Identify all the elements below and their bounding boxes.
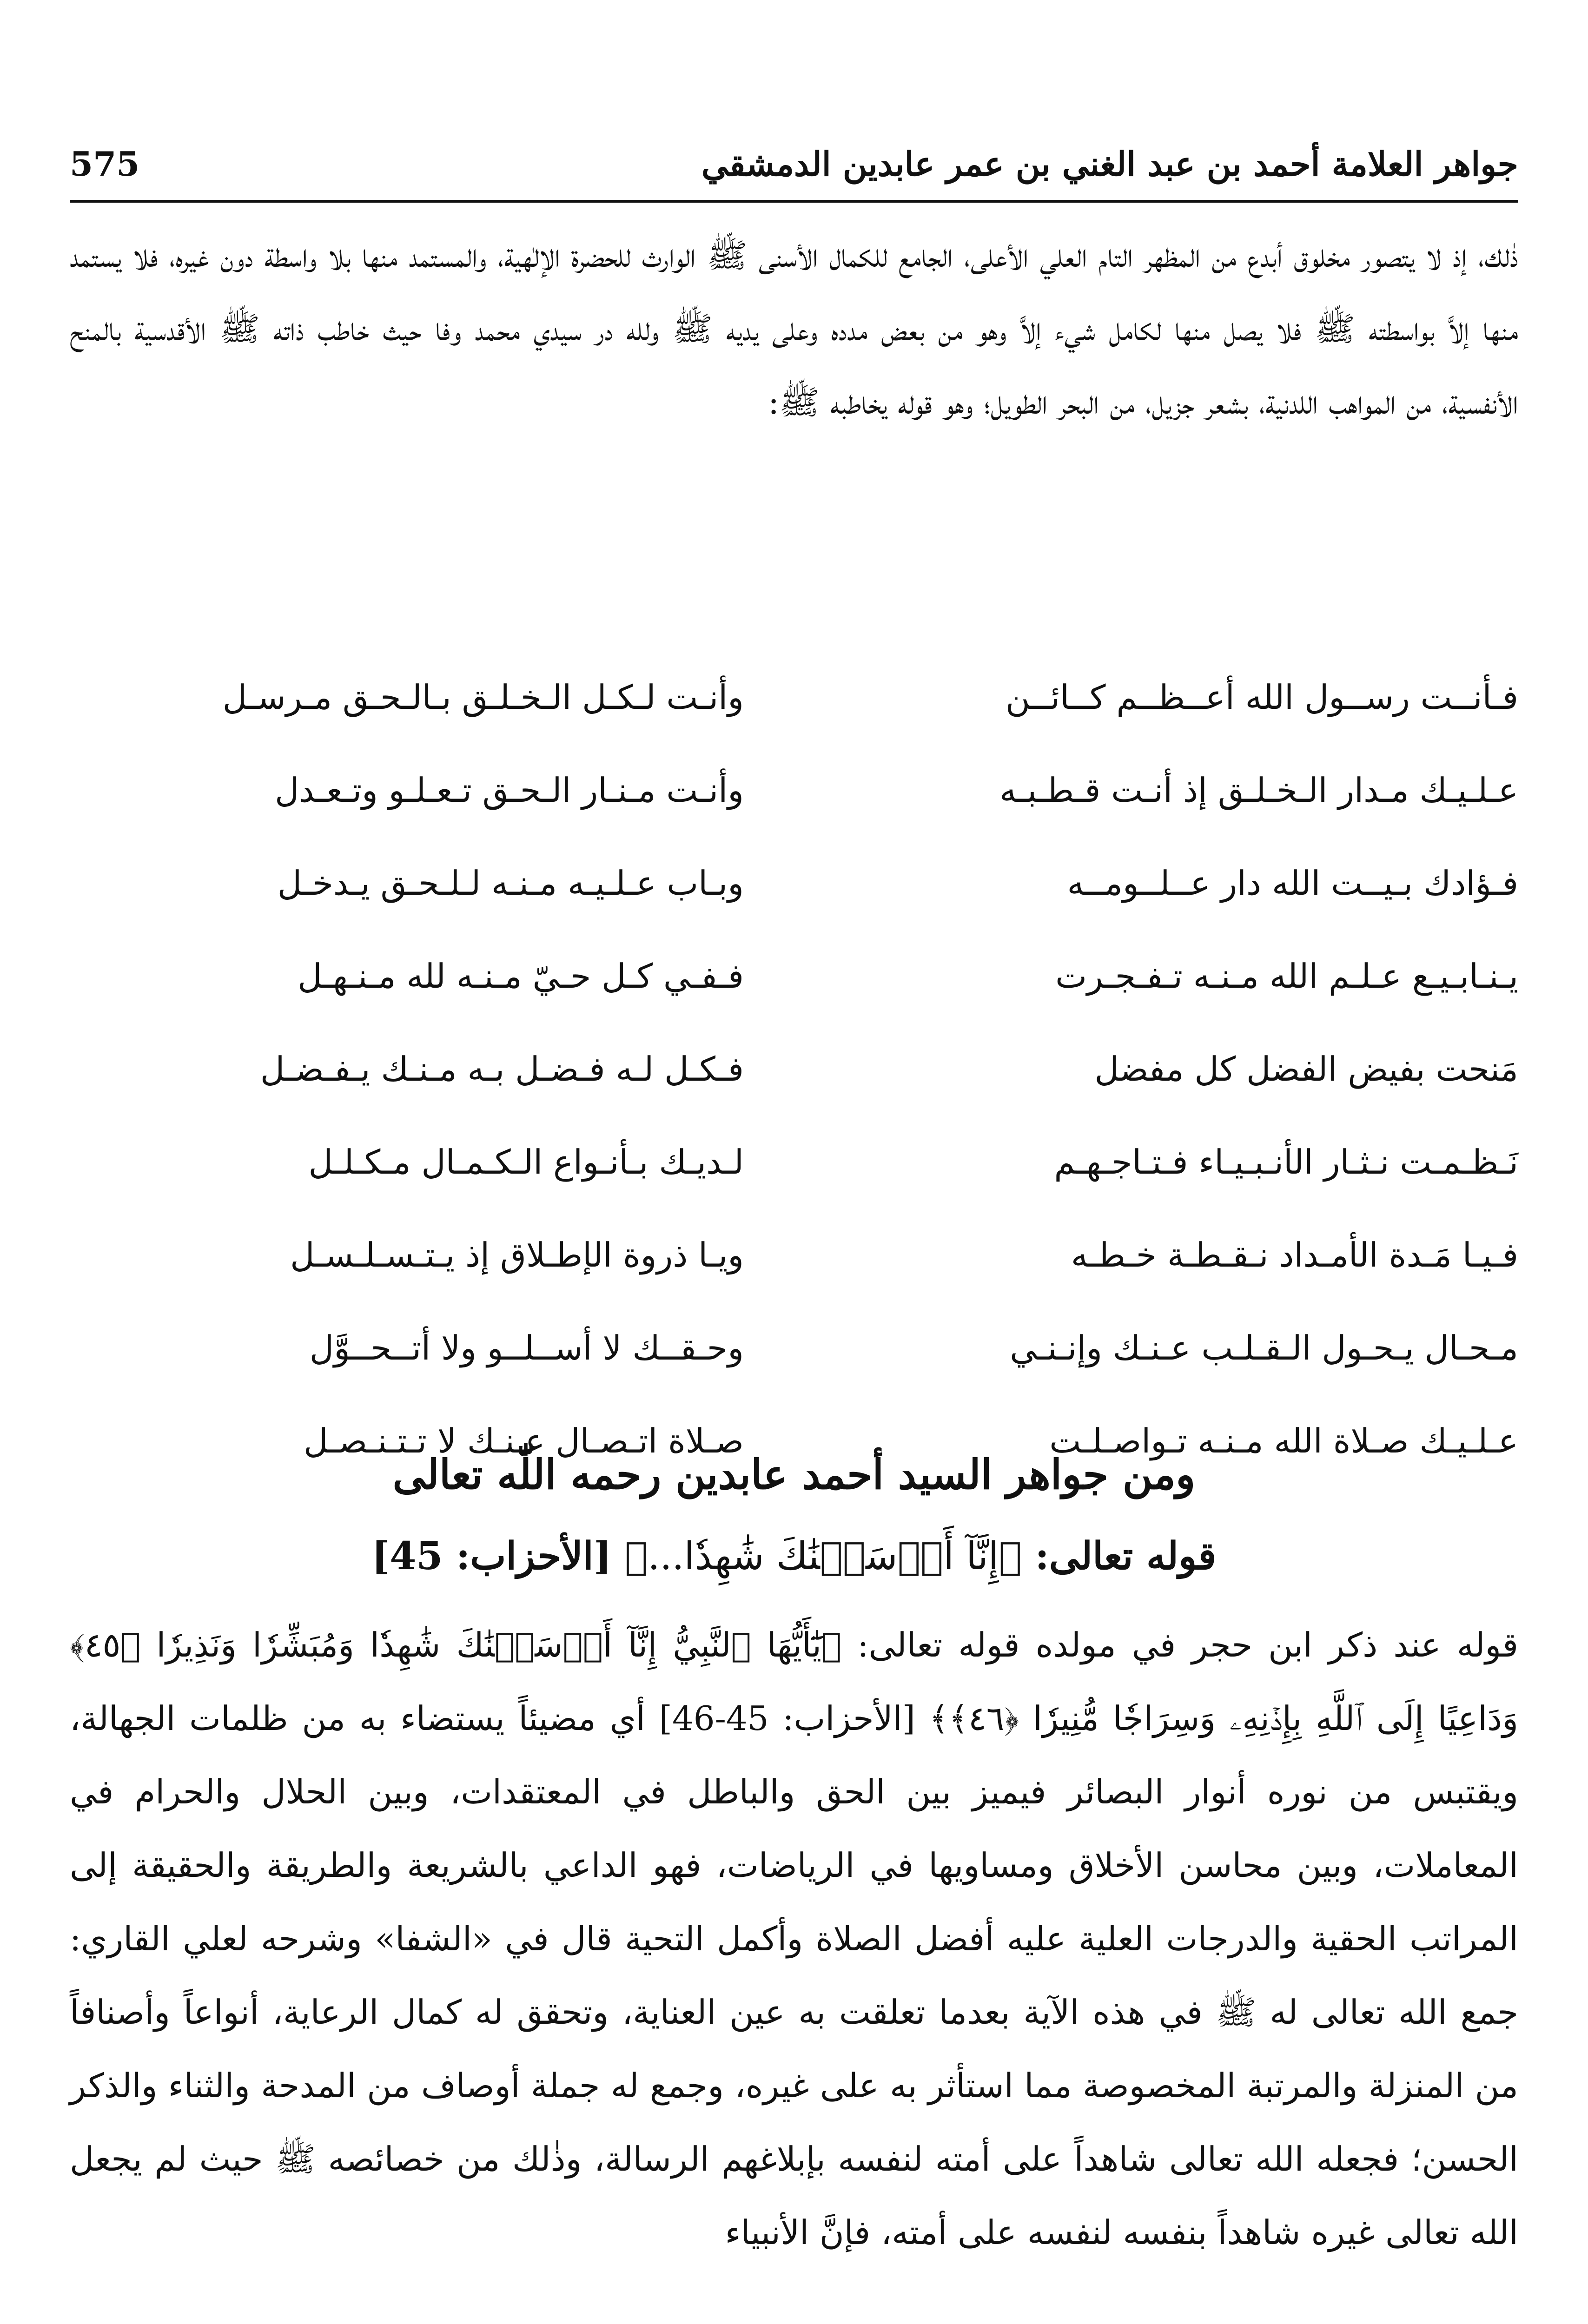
poem-hemistich-first: نَـظـمـت نـثـار الأنـبـيـاء فـتـاجـهـم [1054,1142,1518,1182]
poem-hemistich-second: وبـاب عـلـيـه مـنـه لـلـحـق يـدخـل [277,864,744,903]
poem-verse-row [70,1208,1518,1301]
poem-verse-row [70,744,1518,837]
poem-hemistich-second: وحـقــك لا أســلــو ولا أتــحــوَّل [309,1328,744,1367]
poem-verse-row [70,651,1518,744]
poem-hemistich-second: صـلاة اتـصـال عـنـك لا تـتـنـصـل [304,1421,744,1460]
poem-hemistich-first: يـنـابـيـع عـلـم الله مـنـه تـفـجـرت [1055,957,1518,996]
poem-verse-row [70,930,1518,1023]
poem-verse-row [70,1023,1518,1116]
poem-hemistich-second: لـديـك بـأنـواع الـكـمـال مـكـلـل [308,1142,744,1182]
poem-verse-row [70,837,1518,930]
verse-heading-reference: [الأحزاب: 45] [371,1534,612,1578]
poem-hemistich-first: عـلـيـك صـلاة الله مـنـه تـواصـلـت [1049,1421,1518,1460]
verse-heading-quote: ﴿إِنَّآ أَرۡسَلۡنَٰكَ شَٰهِدٗا...﴾ [625,1534,1022,1578]
running-title: جواهر العلامة أحمد بن عبد الغني بن عمر عابدين الدمشقي [701,144,1518,184]
section-title: ومن جواهر السيد أحمد عابدين رحمه اللّٰه تعالى [392,1450,1196,1499]
verse-heading-prefix: قوله تعالى: [1035,1534,1217,1578]
page-header [70,139,1518,195]
poem-hemistich-second: فـكـل لـه فـضـل بـه مـنـك يـفـضـل [260,1050,744,1089]
body-paragraph-2: قوله عند ذكر ابن حجر في مولده قوله تعالى: ﴿يَٰٓأَيُّهَا ٱلنَّبِيُّ إِنَّآ أَرۡسَلۡنَٰكَ شَٰهِدٗا وَمُبَشِّرٗا وَنَذِيرٗا ﴿٤٥﴾ وَدَاعِيًا إِلَى ٱللَّهِ بِإِذۡنِهِۦ وَسِرَاجٗا مُّنِيرٗا ﴿٤٦﴾﴾ [الأحزاب: 45-46] أي مضيئاً يستضاء به من ظلمات الجهالة، ويقتبس من نوره أنوار البصائر فيميز بين الحق والباطل في المعتقدات، وبين الحلال والحرام في المعاملات، وبين محاسن الأخلاق ومساويها في الرياضات، فهو الداعي بالشريعة والطريقة والحقيقة إلى المراتب الحقية والدرجات العلية عليه أفضل الصلاة وأكمل التحية قال في «الشفا» وشرحه لعلي القاري: جمع الله تعالى له ﷺ في هذه الآية بعدما تعلقت به عين العناية، وتحقق له كمال الرعاية، أنواعاً وأصنافاً من المنزلة والمرتبة المخصوصة مما استأثر به على غيره، وجمع له جملة أوصاف من المدحة والثناء والذكر الحسن؛ فجعله الله تعالى شاهداً على أمته لنفسه بإبلاغهم الرسالة، وذٰلك من خصائصه ﷺ حيث لم يجعل الله تعالى غيره شاهداً بنفسه لنفسه على أمته، فإنَّ الأنبياء [70,1625,1518,2252]
body-paragraph-1: ذٰلك، إذ لا يتصور مخلوق أبدع من المظهر التام العلي الأعلى، الجامع للكمال الأسنى ﷺ الوارث للحضرة الإلٰهية، والمستمد منها بلا واسطة دون غيره، فلا يستمد منها إلاَّ بواسطته ﷺ فلا يصل منها لكامل شيء إلاَّ وهو من بعض مدده وعلى يديه ﷺ ولله در سيدي محمد وفا حيث خاطب ذاته ﷺ الأقدسية بالمنح الأنفسية، من المواهب اللدنية، بشعر جزيل، من البحر الطويل؛ وهو قوله يخاطبه ﷺ: [70,236,1519,422]
poem-hemistich-second: وأنـت مـنـار الـحـق تـعـلـو وتـعـدل [275,771,744,810]
page-number: 575 [70,144,140,184]
poem-hemistich-second: فـفـي كـل حـيّ مـنـه لله مـنـهـل [298,957,744,996]
poem-hemistich-first: فـيـا مَـدة الأمـداد نـقـطـة خـطـه [1071,1235,1518,1274]
verse-heading [70,1534,1518,1578]
poem-hemistich-first: عـلـيـك مـدار الـخـلـق إذ أنـت قـطـبـه [999,771,1518,810]
poem-hemistich-first: مَنحت بفيض الفضل كل مفضل [1094,1050,1518,1089]
poem-hemistich-second: وأنـت لـكـل الـخـلـق بـالـحـق مـرسـل [222,678,744,717]
poem-verse-row [70,1116,1518,1208]
poem-block [70,651,1518,1487]
poem-verse-row [70,1301,1518,1394]
poem-hemistich-first: مـحـال يـحـول الـقـلـب عـنـك وإنـنـي [1010,1328,1518,1367]
poem-hemistich-first: فـؤادك بـيــت الله دار عــلــومــه [1067,864,1518,903]
poem-hemistich-second: ويـا ذروة الإطـلاق إذ يـتـسـلـسـل [290,1235,744,1274]
poem-hemistich-first: فـأنــت رســول الله أعــظــم كــائــن [1006,678,1518,717]
header-divider [70,200,1518,203]
